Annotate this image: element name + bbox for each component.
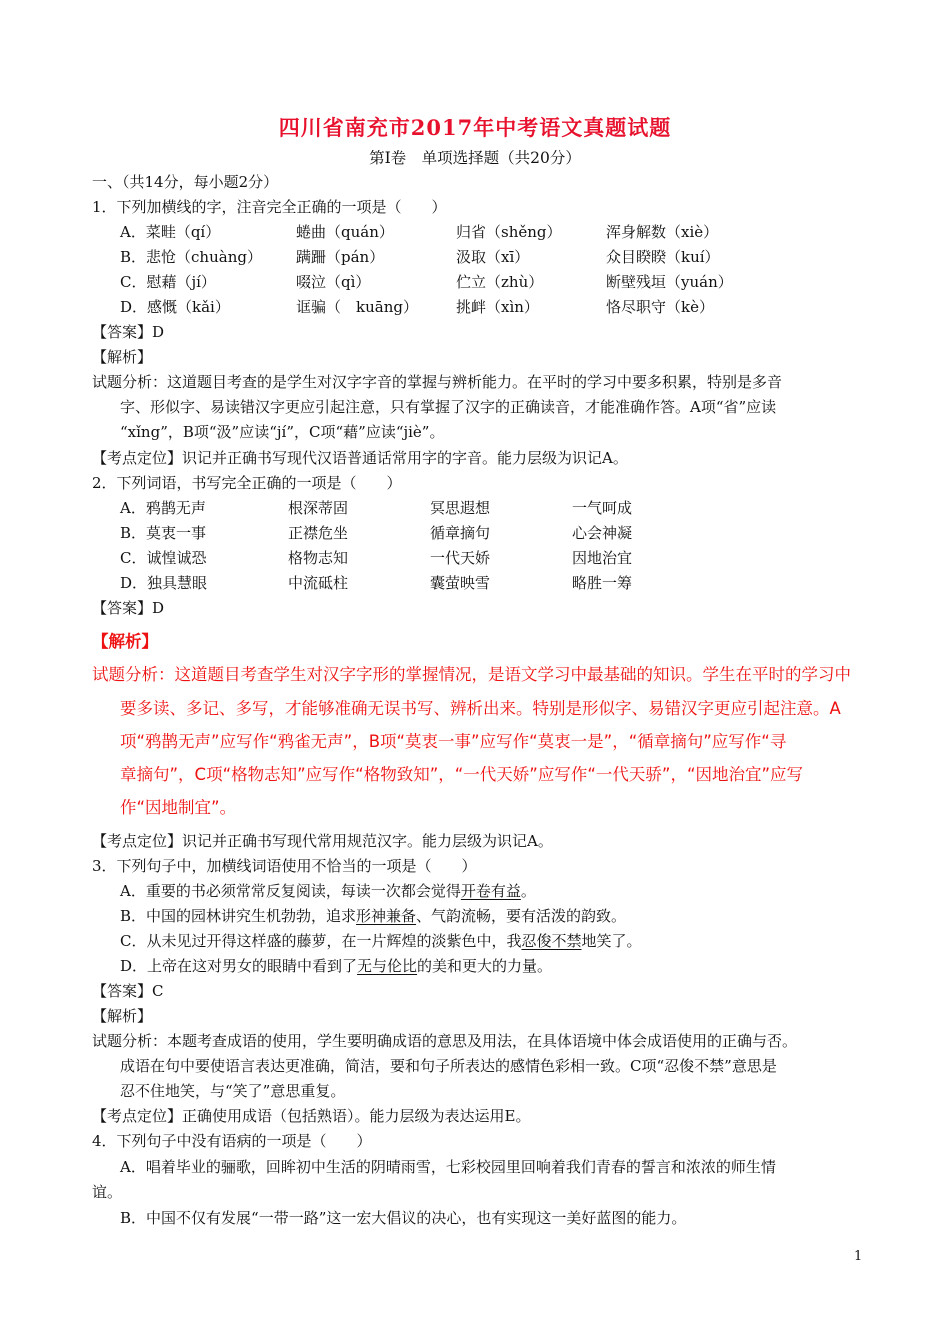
q2-option-a4: 一气呵成 <box>572 499 633 517</box>
q2-option-d4: 略胜一筹 <box>572 574 633 592</box>
page-title: 四川省南充市2017年中考语文真题试题 <box>278 115 672 140</box>
q1-option-a3: 归省（shěng） <box>456 223 562 241</box>
q1-option-c4: 断壁残垣（yuán） <box>606 273 733 291</box>
section-heading: 一、（共14分，每小题2分） <box>92 173 279 191</box>
q2-option-c3: 一代天娇 <box>430 549 491 567</box>
q2-analysis-line: 试题分析：这道题目考查学生对汉字字形的掌握情况，是语文学习中最基础的知识。学生在平时的学习中 <box>92 665 851 684</box>
q1-option-c2: 啜泣（qì） <box>296 273 371 291</box>
q3-option-c-end: 地笑了。 <box>581 932 642 950</box>
q2-option-a2: 根深蒂固 <box>288 499 349 517</box>
q1-analysis-label: 【解析】 <box>92 348 153 366</box>
q3-stem: 3．下列句子中，加横线词语使用不恰当的一项是（ ） <box>92 857 477 875</box>
q1-analysis-line: 试题分析：这道题目考查的是学生对汉字字音的掌握与辨析能力。在平时的学习中要多积累，特别是多音 <box>92 373 783 391</box>
q1-point: 【考点定位】识记并正确书写现代汉语普通话常用字的字音。能力层级为识记A。 <box>92 449 628 467</box>
q3-option-a <box>120 881 536 901</box>
q3-option-b-end: 、气韵流畅，要有活泼的韵致。 <box>416 907 627 925</box>
q1-option-d3: 挑衅（xìn） <box>456 298 539 316</box>
q4-option-a: A．唱着毕业的骊歌，回眸初中生活的阴晴雨雪，七彩校园里回响着我们青春的誓言和浓浓的师生情 <box>120 1158 776 1176</box>
q2-option-b4: 心会神凝 <box>572 524 633 542</box>
page-number: 1 <box>854 1249 863 1264</box>
q2-stem: 2．下列词语，书写完全正确的一项是（ ） <box>92 474 402 492</box>
q1-option-d2: 诓骗（ kuāng） <box>296 298 418 316</box>
q2-option-a1: A．鸦鹊无声 <box>120 499 206 517</box>
q3-option-b-text: B．中国的园林讲究生机勃勃，追求 <box>120 907 357 925</box>
q1-option-a4: 浑身解数（xiè） <box>606 223 719 241</box>
q3-analysis-label: 【解析】 <box>92 1007 153 1025</box>
q2-option-d2: 中流砥柱 <box>288 574 349 592</box>
q1-option-a1: A．菜畦（qí） <box>120 223 221 241</box>
q2-point: 【考点定位】识记并正确书写现代常用规范汉字。能力层级为识记A。 <box>92 832 553 850</box>
q2-option-c4: 因地治宜 <box>572 549 633 567</box>
q2-option-b3: 循章摘句 <box>430 524 491 542</box>
q1-answer: 【答案】D <box>92 323 165 341</box>
q1-analysis-line: “xǐng”，B项“汲”应读“jí”，C项“藉”应读“jiè”。 <box>120 423 445 441</box>
q3-option-b-underlined: 形神兼备 <box>356 907 417 925</box>
q2-analysis-line: 章摘句”，C项“格物志知”应写作“格物致知”，“一代天娇”应写作“一代天骄”，“因地治宜”应写 <box>120 765 804 784</box>
q4-stem: 4．下列句子中没有语病的一项是（ ） <box>92 1132 372 1150</box>
q3-option-a-text: A．重要的书必须常常反复阅读，每读一次都会觉得 <box>120 882 461 900</box>
q3-option-c-underlined: 忍俊不禁 <box>521 932 582 950</box>
q1-option-b4: 众目睽睽（kuí） <box>606 248 720 266</box>
q4-option-b: B．中国不仅有发展“一带一路”这一宏大倡议的决心，也有实现这一美好蓝图的能力。 <box>120 1209 687 1227</box>
q1-option-b1: B．悲怆（chuàng） <box>120 248 262 266</box>
q3-option-a-end: 。 <box>520 882 536 900</box>
q2-option-c2: 格物志知 <box>288 549 349 567</box>
page-subtitle: 第Ⅰ卷 单项选择题（共20分） <box>369 149 581 167</box>
q3-analysis-line: 忍不住地笑，与“笑了”意思重复。 <box>120 1082 346 1100</box>
q3-answer: 【答案】C <box>92 982 164 1000</box>
q2-option-d3: 囊萤映雪 <box>430 574 491 592</box>
q3-option-d <box>120 956 552 976</box>
q2-analysis-label: 【解析】 <box>92 632 158 651</box>
q2-analysis-line: 项“鸦鹊无声”应写作“鸦雀无声”，B项“莫衷一事”应写作“莫衷一是”，“循章摘句”应写作“寻 <box>120 732 787 751</box>
q3-option-c-text: C．从未见过开得这样盛的藤萝，在一片辉煌的淡紫色中，我 <box>120 932 522 950</box>
q1-option-b2: 蹒跚（pán） <box>296 248 385 266</box>
q3-option-d-underlined: 无与伦比 <box>357 957 418 975</box>
q1-option-c1: C．慰藉（jí） <box>120 273 216 291</box>
q2-option-b1: B．莫衷一事 <box>120 524 207 542</box>
q2-option-a3: 冥思遐想 <box>430 499 491 517</box>
q1-option-a2: 蜷曲（quán） <box>296 223 394 241</box>
q1-analysis-line: 字、形似字、易读错汉字更应引起注意，只有掌握了汉字的正确读音，才能准确作答。A项“省”应读 <box>120 398 777 416</box>
q1-option-d1: D．感慨（kǎi） <box>120 298 230 316</box>
q3-point: 【考点定位】正确使用成语（包括熟语）。能力层级为表达运用E。 <box>92 1107 531 1125</box>
q3-option-c <box>120 931 642 951</box>
q3-option-a-underlined: 开卷有益 <box>460 882 521 900</box>
q2-analysis-line: 作“因地制宜”。 <box>120 798 237 817</box>
q2-option-c1: C．诚惶诚恐 <box>120 549 207 567</box>
q1-option-b3: 汲取（xī） <box>456 248 530 266</box>
q1-option-d4: 恪尽职守（kè） <box>606 298 714 316</box>
q4-option-a-cont: 谊。 <box>92 1183 123 1201</box>
q3-analysis-line: 试题分析：本题考查成语的使用，学生要明确成语的意思及用法，在具体语境中体会成语使用的正确与否。 <box>92 1032 798 1050</box>
q3-option-d-end: 的美和更大的力量。 <box>417 957 553 975</box>
q2-option-d1: D．独具慧眼 <box>120 574 208 592</box>
q3-analysis-line: 成语在句中要使语言表达更准确，简洁，要和句子所表达的感情色彩相一致。C项“忍俊不禁”意思是 <box>120 1057 777 1075</box>
q1-stem: 1．下列加横线的字，注音完全正确的一项是（ ） <box>92 198 447 216</box>
q2-answer: 【答案】D <box>92 599 165 617</box>
q3-option-b <box>120 906 626 926</box>
q2-analysis-line: 要多读、多记、多写，才能够准确无误书写、辨析出来。特别是形似字、易错汉字更应引起注意。A <box>120 699 841 718</box>
q2-option-b2: 正襟危坐 <box>288 524 349 542</box>
q1-option-c3: 伫立（zhù） <box>456 273 544 291</box>
q3-option-d-text: D．上帝在这对男女的眼睛中看到了 <box>120 957 358 975</box>
